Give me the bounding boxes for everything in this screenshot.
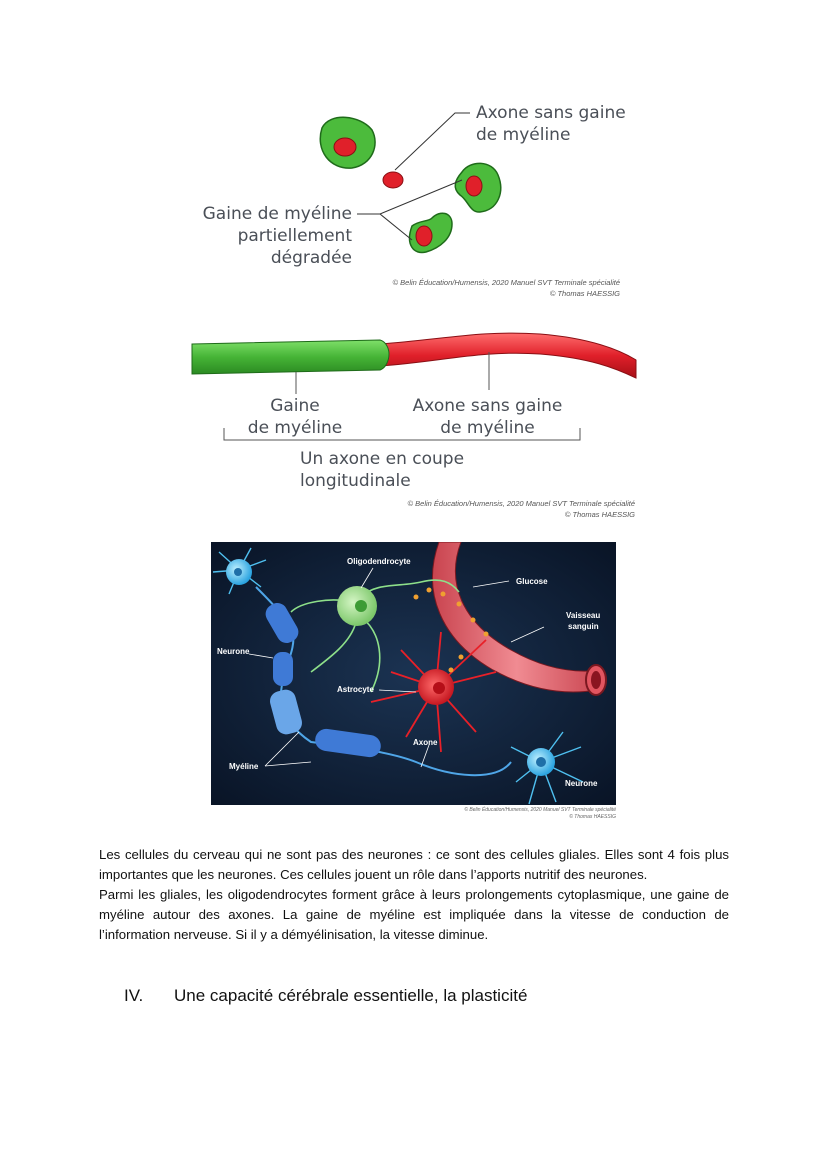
bare-axon <box>380 333 636 378</box>
label-glucose: Glucose <box>516 577 548 586</box>
myelin-segment <box>273 652 293 686</box>
label-axon-without-myelin: Axone sans gaine de myéline <box>412 396 563 438</box>
label-astrocyte: Astrocyte <box>337 685 374 694</box>
heading-number: IV. <box>124 986 144 1005</box>
myelin-sheath <box>192 340 389 374</box>
label-axon-without-myelin: Axone sans gaine de myéline <box>476 103 626 145</box>
credit-figure2: © Belin Éducation/Humensis, 2020 Manuel SVT Terminale spécialité © Thomas HAESSIG <box>407 499 635 519</box>
label-neurone-right: Neurone <box>565 779 598 788</box>
section-heading <box>124 986 724 1006</box>
axon-core <box>466 176 482 196</box>
paragraph-glial-cells: Les cellules du cerveau qui ne sont pas des neurones : ce sont des cellules gliales. Elles sont 4 fois plus importantes que les neurones. Ces cellules jouent un rôle dans l’apports nutritif des neurones. <box>99 847 729 882</box>
leader-line <box>395 113 470 170</box>
heading-title: Une capacité cérébrale essentielle, la plasticité <box>174 986 528 1005</box>
paragraph-oligodendrocytes: Parmi les gliales, les oligodendrocytes forment grâce à leurs prolongements cytoplasmique, une gaine de myéline autour des axones. La gaine de myéline est impliquée dans la vitesse de conduction de l’information nerveuse. Si il y a démyélinisation, la vitesse diminue. <box>99 887 729 942</box>
label-axone: Axone <box>413 738 438 747</box>
bare-axon-cross-section <box>383 172 403 188</box>
figure-cross-sections <box>0 0 828 300</box>
cross-section-drawing <box>0 0 828 300</box>
figure-glial-cells <box>211 542 616 805</box>
leader-line <box>357 180 462 214</box>
axon-core <box>416 226 432 246</box>
figure-longitudinal-section <box>0 320 828 520</box>
label-degraded-myelin: Gaine de myéline partiellement dégradée <box>202 204 352 268</box>
label-sanguin: sanguin <box>568 622 599 631</box>
glial-cells-illustration <box>211 542 616 805</box>
credit-figure3: © Belin Éducation/Humensis, 2020 Manuel SVT Terminale spécialité © Thomas HAESSIG <box>464 807 616 820</box>
label-neurone-left: Neurone <box>217 647 250 656</box>
label-vaisseau: Vaisseau <box>566 611 601 620</box>
label-myeline: Myéline <box>229 762 259 771</box>
body-text <box>99 845 729 945</box>
leader-line <box>380 214 412 240</box>
caption-longitudinal: Un axone en coupe longitudinale <box>300 449 465 491</box>
label-myelin-sheath: Gaine de myéline <box>247 396 343 438</box>
label-oligodendrocyte: Oligodendrocyte <box>347 557 411 566</box>
axon-core <box>334 138 356 156</box>
credit-figure1: © Belin Éducation/Humensis, 2020 Manuel SVT Terminale spécialité © Thomas HAESSIG <box>392 278 620 298</box>
